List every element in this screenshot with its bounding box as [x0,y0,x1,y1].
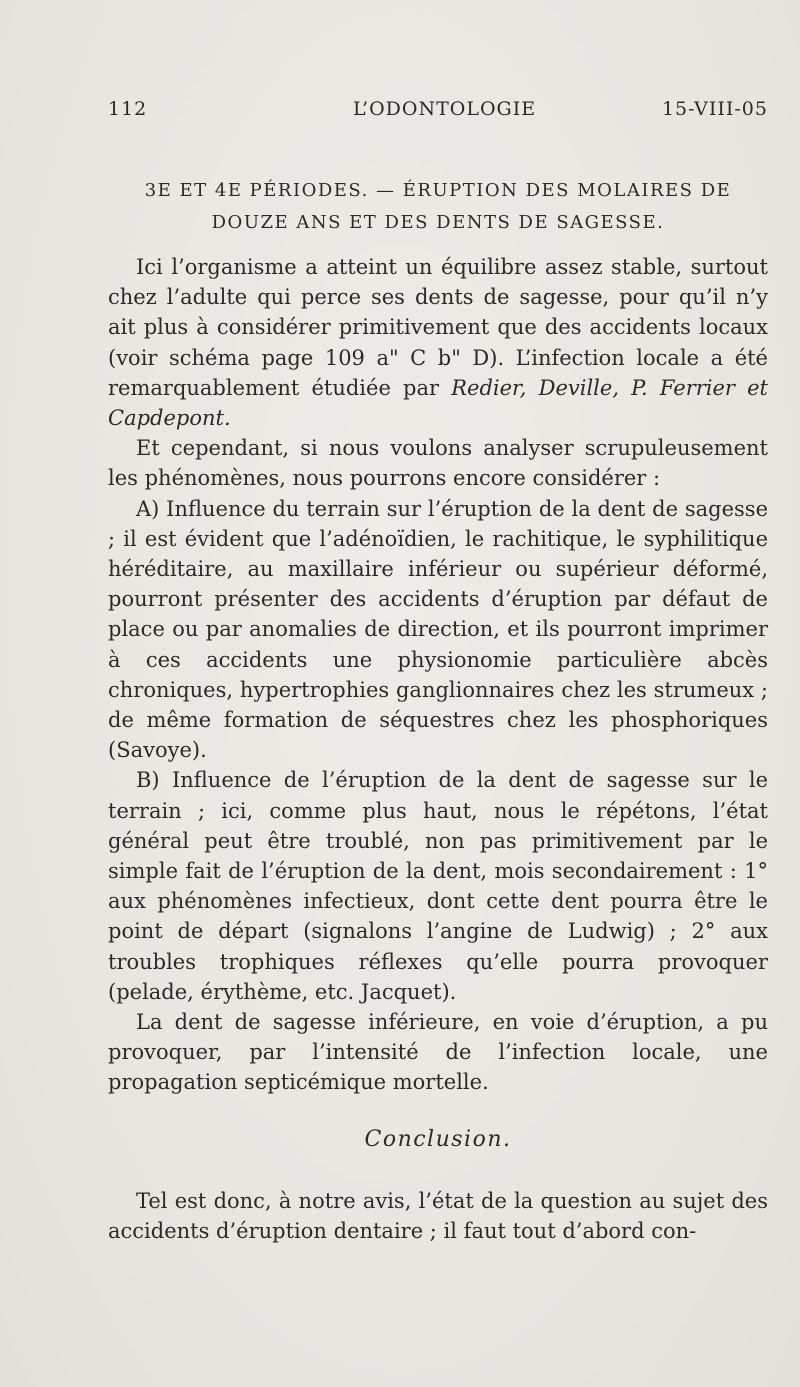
paragraph [108,252,768,433]
body-text [108,252,768,1098]
conclusion-heading: Conclusion. [364,1127,512,1152]
conclusion-text-block [108,1186,768,1246]
paragraph: B) Influence de l’éruption de la dent de sagesse sur le terrain ; ici, comme plus haut, nous le répétons, l’état général peut être troublé, non pas primitivement par le simple fait de l’éruption de la dent, mois secondairement : 1° aux phénomènes infectieux, dont cette dent pourra être le point de départ (signalons l’angine de Ludwig) ; 2° aux troubles trophiques réflexes qu’elle pourra provoquer (pelade, érythème, etc. Jacquet). [108,768,768,1004]
issue-date: 15-VIII-05 [661,98,768,120]
paragraph-text: Ici l’organisme a atteint un équilibre assez stable, surtout chez l’adulte qui perce ses dents de sagesse, pour qu’il n’y ait plus à considérer primitivement que des accidents locaux (voir schéma page 109 a" C b" D). L’infection locale a été remarquablement étudiée par [108,255,768,400]
paragraph: Et cependant, si nous voulons analyser scrupuleusement les phénomènes, nous pourrons encore considérer : [108,436,768,491]
paragraph: A) Influence du terrain sur l’éruption de la dent de sagesse ; il est évident que l’adénoïdien, le rachitique, le syphilitique héréditaire, au maxillaire inférieur ou supérieur déformé, pourront présenter des accidents d’éruption par défaut de place ou par anomalies de direction, et ils pourront imprimer à ces accidents une physionomie particulière abcès chroniques, hypertrophies ganglionnaires chez les strumeux ; de même formation de séquestres chez les phosphoriques (Savoye). [108,496,768,763]
journal-title: L’ODONTOLOGIE [353,98,537,120]
section-heading-line-2: DOUZE ANS ET DES DENTS DE SAGESSE. [211,212,665,233]
section-heading-line-1: 3E ET 4E PÉRIODES. — ÉRUPTION DES MOLAIRES DE [144,180,732,201]
paragraph: La dent de sagesse inférieure, en voie d’éruption, a pu provoquer, par l’intensité de l’infection locale, une propagation septicémique mortelle. [108,1010,768,1095]
section-heading [108,175,768,239]
cited-authors: Redier, Deville, P. Ferrier et Capdepont. [108,375,768,431]
page-number: 112 [108,98,148,120]
paragraph: Tel est donc, à notre avis, l’état de la question au sujet des accidents d’éruption dentaire ; il faut tout d’abord con- [108,1189,768,1244]
running-header [108,98,768,128]
